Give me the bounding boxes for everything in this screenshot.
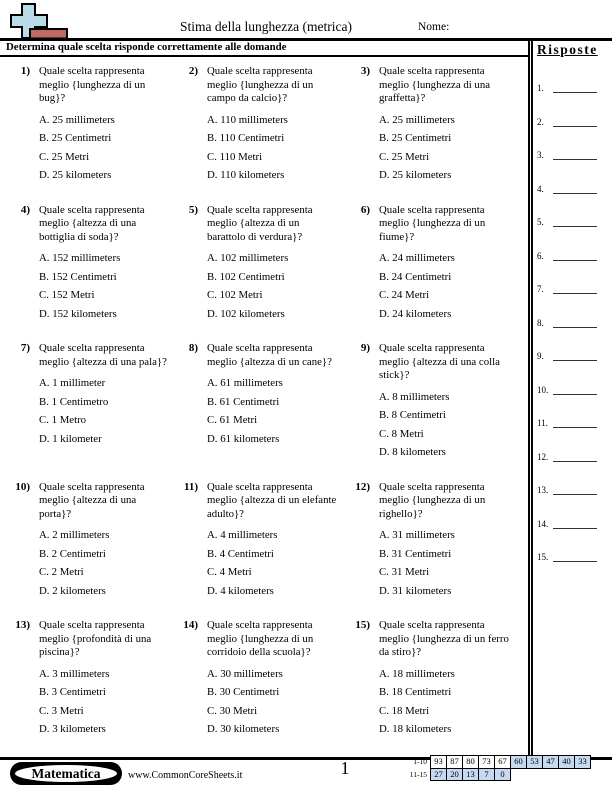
question-number: 3): [360, 65, 370, 77]
question-option: C. 18 Metri: [379, 704, 430, 717]
question-option: A. 110 millimeters: [207, 113, 288, 126]
question-prompt: Quale scelta rappresenta meglio {altezza di un elefante adulto}?: [207, 480, 337, 520]
questions-grid: [0, 57, 528, 757]
question-prompt: Quale scelta rappresenta meglio {lunghezza di un ferro da stiro}?: [379, 619, 509, 658]
score-cell: 40: [558, 755, 575, 769]
question-option: B. 18 Centimetri: [379, 686, 452, 698]
score-cells: [430, 768, 511, 782]
score-cell: 80: [462, 755, 479, 769]
question-option: D. 152 kilometers: [39, 307, 117, 320]
question-prompt: Quale scelta rappresenta meglio {lunghezza di un campo da calcio}?: [207, 65, 314, 104]
question-option: D. 25 kilometers: [39, 169, 112, 181]
question-options: [379, 526, 517, 600]
question-options: [39, 374, 168, 448]
question-option: C. 25 Metri: [39, 150, 90, 163]
question-prompt: Quale scelta rappresenta meglio {altezza di una bottiglia di soda}?: [39, 203, 145, 243]
answer-item: [537, 450, 612, 462]
page-number: 1: [340, 758, 350, 778]
answer-item: [537, 81, 612, 93]
question-option: A. 24 millimeters: [379, 252, 455, 264]
question-number: 2): [188, 65, 198, 77]
question-option: B. 110 Centimetri: [207, 132, 285, 144]
question: [0, 619, 168, 758]
question-option: D. 1 kilometer: [39, 432, 102, 445]
question-option: D. 30 kilometers: [207, 723, 280, 735]
question-number: 6): [360, 203, 370, 216]
answer-number: 15.: [537, 552, 549, 562]
question-option: C. 3 Metri: [39, 704, 84, 717]
answer-number: 1.: [537, 83, 544, 93]
answer-number: 5.: [537, 217, 544, 227]
question: [168, 342, 340, 481]
question-body: [379, 342, 517, 481]
question: [340, 342, 528, 481]
question-option: D. 110 kilometers: [207, 169, 285, 181]
question-number: 14): [183, 619, 198, 631]
question-number: 12): [355, 480, 370, 493]
question-number: 7): [20, 342, 30, 354]
question-number: 15): [355, 619, 370, 631]
question-body: [39, 342, 168, 481]
answer-blank[interactable]: [553, 450, 597, 462]
question-option: B. 24 Centimetri: [379, 270, 452, 283]
answer-blank[interactable]: [553, 483, 597, 495]
answer-number: 2.: [537, 116, 544, 127]
question-option: A. 31 millimeters: [379, 529, 455, 541]
question: [0, 204, 168, 343]
question-body: [207, 342, 340, 481]
answer-number: 12.: [537, 451, 549, 462]
question-body: [207, 619, 340, 758]
question-option: B. 61 Centimetri: [207, 395, 280, 408]
question-number: 9): [360, 342, 370, 354]
question-prompt: Quale scelta rappresenta meglio {altezza di un cane}?: [207, 342, 332, 368]
answer-number: 8.: [537, 317, 544, 328]
answer-blank[interactable]: [553, 316, 597, 328]
answer-item: [537, 349, 612, 361]
page-title: Stima della lunghezza (metrica): [179, 19, 353, 34]
question-option: A. 8 millimeters: [379, 390, 450, 403]
question-options: [39, 526, 168, 600]
header: [0, 0, 612, 41]
question-option: D. 8 kilometers: [379, 446, 446, 458]
question-option: D. 102 kilometers: [207, 307, 285, 320]
question-option: C. 152 Metri: [39, 289, 95, 301]
score-cell: 87: [446, 755, 463, 769]
question-option: D. 3 kilometers: [39, 723, 106, 735]
question-option: A. 2 millimeters: [39, 529, 110, 541]
question-options: [39, 249, 168, 323]
question-option: B. 1 Centimetro: [39, 395, 109, 408]
answer-blank[interactable]: [553, 383, 597, 395]
question-options: [39, 111, 168, 185]
question-number: 5): [188, 203, 198, 216]
question-option: C. 31 Metri: [379, 566, 430, 578]
question-option: B. 31 Centimetri: [379, 547, 452, 560]
question-body: [207, 481, 340, 620]
answer-blank[interactable]: [553, 148, 597, 160]
question-option: B. 30 Centimetri: [207, 686, 280, 698]
question-option: B. 2 Centimetri: [39, 547, 106, 560]
question-option: C. 1 Metro: [39, 414, 87, 426]
question-option: D. 25 kilometers: [379, 169, 452, 181]
question-option: A. 61 millimeters: [207, 377, 283, 389]
answer-number: 4.: [537, 183, 544, 194]
question: [168, 65, 340, 204]
answer-number: 11.: [537, 418, 548, 428]
question-option: A. 102 millimeters: [207, 252, 289, 264]
answer-item: [537, 316, 612, 328]
question-option: C. 24 Metri: [379, 289, 430, 301]
score-row-label: 1-10: [413, 757, 427, 766]
question-option: D. 31 kilometers: [379, 584, 452, 597]
question-option: A. 4 millimeters: [207, 529, 278, 541]
question-body: [379, 619, 517, 758]
score-cell: 7: [478, 768, 495, 782]
question-option: D. 2 kilometers: [39, 584, 106, 597]
answer-blank[interactable]: [553, 81, 597, 93]
answer-blank[interactable]: [553, 249, 597, 261]
question-option: B. 152 Centimetri: [39, 270, 117, 283]
answer-item: [537, 182, 612, 194]
question-body: [207, 204, 340, 343]
score-cell: 53: [526, 755, 543, 769]
question: [340, 619, 528, 758]
question-option: B. 3 Centimetri: [39, 686, 106, 698]
question-option: A. 18 millimeters: [379, 667, 455, 680]
score-cell: 67: [494, 755, 511, 769]
question: [0, 481, 168, 620]
subject-badge: [10, 762, 122, 785]
question-option: B. 25 Centimetri: [39, 132, 112, 144]
question: [340, 481, 528, 620]
question-prompt: Quale scelta rappresenta meglio {altezza di una porta}?: [39, 480, 145, 520]
question: [340, 65, 528, 204]
question-option: C. 30 Metri: [207, 704, 258, 717]
answer-item: [537, 282, 612, 294]
score-row: [399, 755, 591, 769]
question-option: A. 3 millimeters: [39, 667, 110, 680]
answer-number: 6.: [537, 250, 544, 261]
answer-blank[interactable]: [553, 182, 597, 194]
question-options: [379, 665, 517, 739]
score-cells: [430, 755, 591, 769]
question-options: [207, 526, 340, 600]
answer-blank[interactable]: [553, 517, 597, 529]
question-options: [207, 374, 340, 448]
answers-panel: [528, 41, 612, 757]
question-option: C. 102 Metri: [207, 289, 263, 301]
answer-number: 7.: [537, 284, 544, 294]
question-option: D. 18 kilometers: [379, 723, 452, 735]
question-options: [39, 665, 168, 739]
question-option: B. 8 Centimetri: [379, 409, 446, 421]
question-option: C. 61 Metri: [207, 414, 258, 426]
question: [168, 481, 340, 620]
answer-item: [537, 483, 612, 495]
question-prompt: Quale scelta rappresenta meglio {altezza di un barattolo di verdura}?: [207, 203, 313, 243]
question-option: D. 24 kilometers: [379, 307, 452, 320]
question-option: D. 4 kilometers: [207, 584, 274, 597]
answer-number: 10.: [537, 384, 549, 395]
answer-item: [537, 148, 612, 160]
answer-blank[interactable]: [553, 215, 597, 227]
score-cell: 73: [478, 755, 495, 769]
answer-item: [537, 115, 612, 127]
question-body: [39, 204, 168, 343]
question-number: 1): [20, 65, 30, 77]
question-prompt: Quale scelta rappresenta meglio {profondità di una piscina}?: [39, 619, 152, 658]
question-body: [379, 204, 517, 343]
question-option: B. 4 Centimetri: [207, 547, 274, 560]
answer-number: 9.: [537, 351, 544, 361]
answer-item: [537, 550, 612, 562]
question-option: B. 102 Centimetri: [207, 270, 285, 283]
question-number: 4): [20, 203, 30, 216]
question-option: A. 152 millimeters: [39, 252, 121, 264]
question-option: A. 25 millimeters: [39, 113, 115, 126]
answer-item: [537, 383, 612, 395]
question-prompt: Quale scelta rappresenta meglio {lunghezza di un corridoio della scuola}?: [207, 619, 314, 658]
question-number: 10): [15, 480, 30, 493]
answer-item: [537, 215, 612, 227]
answer-blank[interactable]: [553, 550, 597, 562]
question-option: C. 2 Metri: [39, 566, 84, 578]
question-body: [379, 65, 517, 204]
answer-blank[interactable]: [553, 115, 597, 127]
score-cell: 33: [574, 755, 591, 769]
score-cell: 0: [494, 768, 511, 782]
question-options: [379, 111, 517, 185]
answer-item: [537, 517, 612, 529]
question-number: 11): [183, 480, 198, 493]
question-options: [379, 249, 517, 323]
question-options: [207, 665, 340, 739]
score-cell: 20: [446, 768, 463, 782]
answer-number: 14.: [537, 518, 549, 529]
answer-blank[interactable]: [553, 416, 597, 428]
score-cell: 93: [430, 755, 447, 769]
question-prompt: Quale scelta rappresenta meglio {altezza di una pala}?: [39, 342, 167, 368]
question-option: A. 25 millimeters: [379, 113, 455, 126]
question-option: C. 8 Metri: [379, 427, 424, 440]
answers-panel-title: Risposte: [537, 42, 598, 57]
name-label: Nome:: [418, 21, 450, 33]
answer-item: [537, 249, 612, 261]
question-body: [379, 481, 517, 620]
question-option: A. 30 millimeters: [207, 667, 283, 680]
question-number: 13): [15, 619, 30, 631]
question-option: C. 25 Metri: [379, 150, 430, 163]
website-link[interactable]: www.CommonCoreSheets.it: [128, 770, 243, 781]
score-row-label: 11-15: [409, 769, 427, 779]
question-body: [39, 619, 168, 758]
question-prompt: Quale scelta rappresenta meglio {lunghezza di un fiume}?: [379, 203, 486, 243]
score-table: [399, 755, 591, 781]
question-body: [39, 481, 168, 620]
question-options: [207, 111, 340, 185]
question-option: A. 1 millimeter: [39, 377, 106, 389]
question-body: [207, 65, 340, 204]
question-number: 8): [188, 342, 198, 354]
answer-number: 13.: [537, 485, 549, 495]
score-cell: 47: [542, 755, 559, 769]
score-cell: 27: [430, 768, 447, 782]
question-prompt: Quale scelta rappresenta meglio {lunghezza di un righello}?: [379, 480, 486, 520]
answer-number: 3.: [537, 150, 544, 160]
score-row: [399, 768, 591, 782]
question-option: B. 25 Centimetri: [379, 132, 452, 144]
question-prompt: Quale scelta rappresenta meglio {lunghezza di una graffetta}?: [379, 65, 491, 104]
question-prompt: Quale scelta rappresenta meglio {lunghezza di un bug}?: [39, 65, 146, 104]
answer-item: [537, 416, 612, 428]
question-option: C. 4 Metri: [207, 566, 252, 578]
answer-blank[interactable]: [553, 349, 597, 361]
question-prompt: Quale scelta rappresenta meglio {altezza di una colla stick}?: [379, 342, 500, 381]
score-cell: 13: [462, 768, 479, 782]
question-option: C. 110 Metri: [207, 150, 263, 163]
question: [168, 619, 340, 758]
score-cell: 60: [510, 755, 527, 769]
subject-badge-label: Matematica: [15, 765, 117, 782]
question: [168, 204, 340, 343]
question-option: D. 61 kilometers: [207, 432, 280, 445]
answer-blank[interactable]: [553, 282, 597, 294]
question: [0, 65, 168, 204]
question-body: [39, 65, 168, 204]
question: [0, 342, 168, 481]
question: [340, 204, 528, 343]
answer-list: [537, 81, 612, 562]
instruction-text: Determina quale scelta risponde correttamente alle domande: [0, 41, 528, 57]
question-options: [207, 249, 340, 323]
question-options: [379, 388, 517, 462]
